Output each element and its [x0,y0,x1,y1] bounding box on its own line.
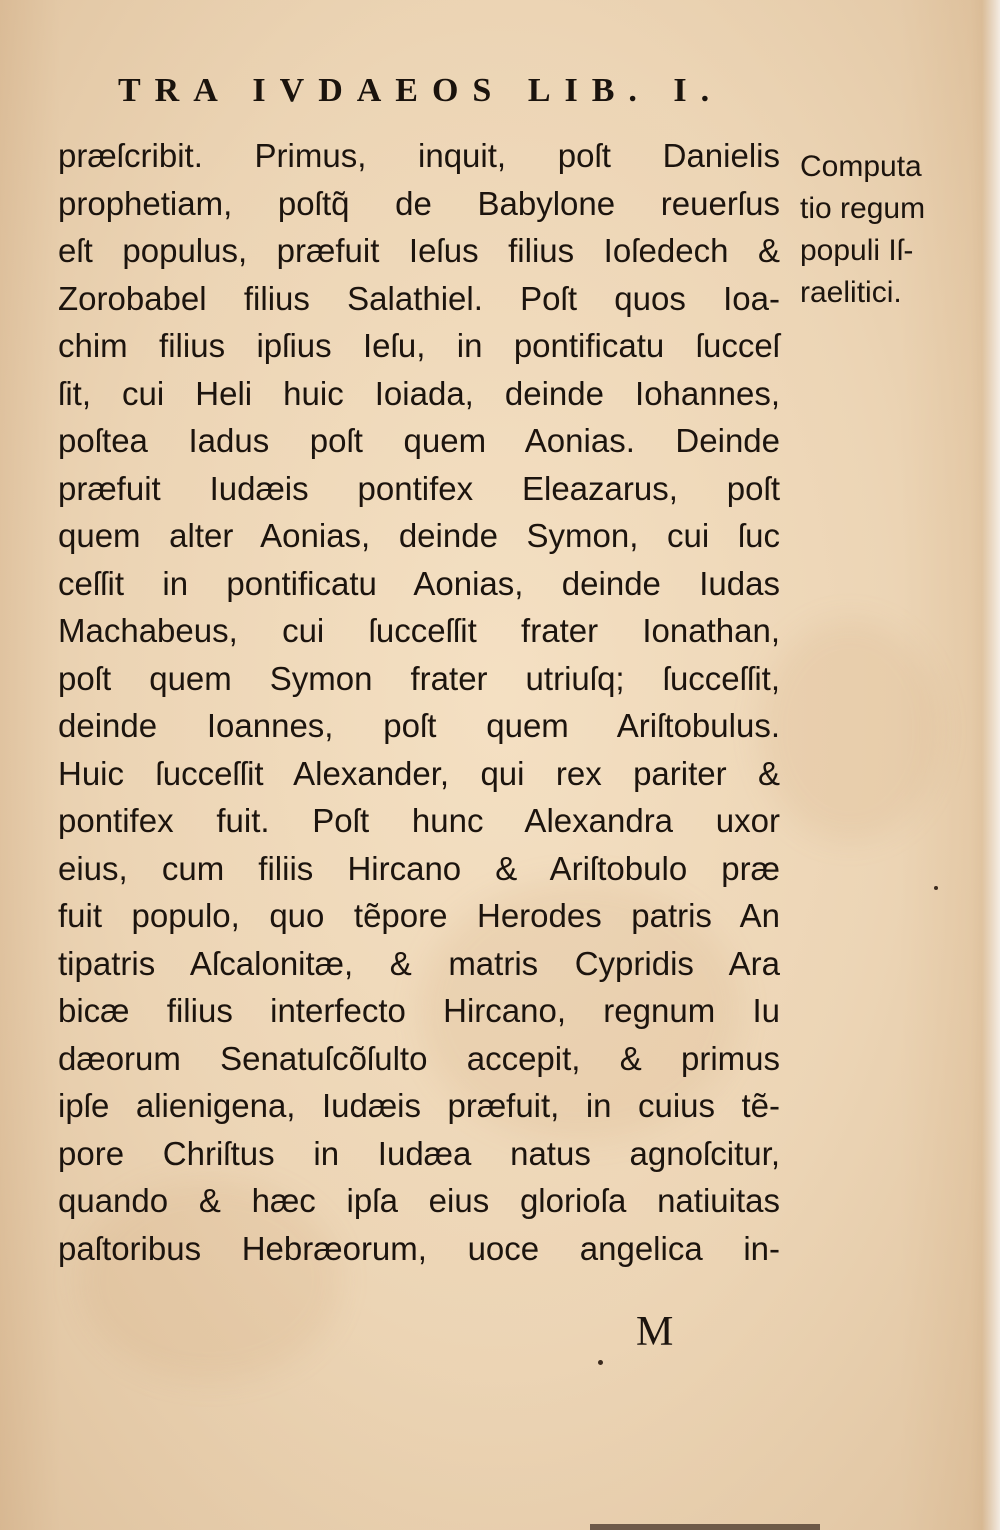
page-edge [982,0,1000,1530]
text-line: pore Chriſtus in Iudæa natus agnoſcitur, [58,1134,780,1172]
text-line: prophetiam, poſtq̃ de Babylone reuerſus [58,184,780,222]
text-line: bicæ filius interfecto Hircano, regnum Iu [58,992,780,1029]
text-line: Zorobabel filius Salathiel. Poſt quos Ioa- [58,279,780,317]
text-line: Huic ſucceſſit Alexander, qui rex pariter & [58,754,780,792]
text-line: ſit, cui Heli huic Ioiada, deinde Iohannes, [58,374,780,412]
marginal-note-line: tio regum [800,192,926,225]
text-line: dæorum Senatuſcõſulto accepit, & primus [58,1039,780,1077]
main-text-block [58,132,788,1272]
text-line: Machabeus, cui ſucceſſit frater Ionathan, [58,612,780,649]
text-line: ipſe alienigena, Iudæis præfuit, in cuius tẽ- [58,1087,780,1124]
marginal-note-line: populi Iſ- [800,234,914,267]
running-head: TRA IVDAEOS LIB. I. [118,72,724,109]
text-line: poſtea Iadus poſt quem Aonias. Deinde [58,422,780,459]
binding-strip [590,1524,820,1530]
signature-mark: M [636,1309,674,1355]
text-line: chim filius ipſius Ieſu, in pontificatu ſucceſ [58,327,780,364]
ink-speck [934,886,938,890]
text-line: pontifex fuit. Poſt hunc Alexandra uxor [58,802,780,839]
text-line: poſt quem Symon frater utriuſq; ſucceſſit, [58,659,780,697]
text-line: fuit populo, quo tẽpore Herodes patris An [58,897,780,934]
marginal-note-line: Computa [800,150,922,183]
text-line: deinde Ioannes, poſt quem Ariſtobulus. [58,707,780,744]
marginal-note [800,146,925,314]
text-line: eſt populus, præfuit Ieſus filius Ioſedech & [58,232,780,269]
ink-speck [598,1360,603,1365]
text-line: paſtoribus Hebræorum, uoce angelica in- [58,1229,780,1267]
text-line: præfuit Iudæis pontifex Eleazarus, poſt [58,469,780,507]
text-line: quem alter Aonias, deinde Symon, cui ſuc [58,517,780,554]
marginal-note-line: raelitici. [800,276,902,309]
text-line: præſcribit. Primus, inquit, poſt Danielis [58,137,780,174]
text-line: tipatris Aſcalonitæ, & matris Cypridis Ara [58,944,780,982]
text-line: eius, cum filiis Hircano & Ariſtobulo præ [58,849,780,887]
text-line: quando & hæc ipſa eius glorioſa natiuitas [58,1182,780,1219]
text-line: ceſſit in pontificatu Aonias, deinde Iudas [58,564,780,602]
